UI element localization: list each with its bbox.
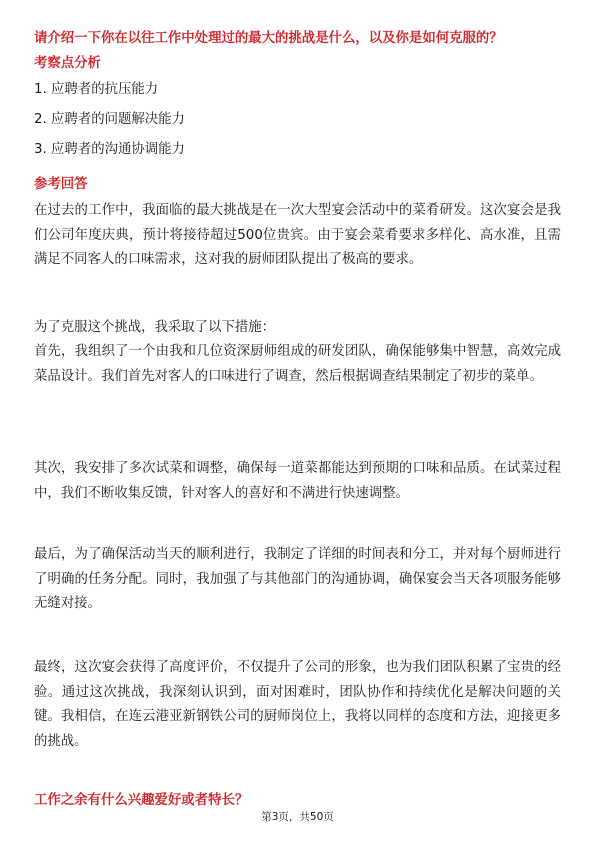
analysis-heading: 考察点分析 — [34, 56, 101, 71]
answer-heading: 参考回答 — [34, 177, 88, 192]
answer-paragraph: 为了克服这个挑战，我采取了以下措施： — [34, 320, 276, 335]
answer-paragraph: 最终，这次宴会获得了高度评价，不仅提升了公司的形象，也为我们团队积累了宝贵的经验。通过这次挑战，我深刻认识到，面对困难时，团队协作和持续优化是解决问题的关键。我相信，在连云港亚新钢铁公司的厨师岗位上，我将以同样的态度和方法，迎接更多的挑战。 — [34, 660, 561, 749]
page-number-footer: 第3页，共50页 — [261, 811, 334, 823]
analysis-point: 3. 应聘者的沟通协调能力 — [34, 142, 185, 157]
answer-paragraph: 最后，为了确保活动当天的顺利进行，我制定了详细的时间表和分工，并对每个厨师进行了明确的任务分配。同时，我加强了与其他部门的沟通协调，确保宴会当天各项服务能够无缝对接。 — [34, 547, 561, 611]
analysis-point: 1. 应聘者的抗压能力 — [34, 82, 159, 97]
answer-paragraph: 其次，我安排了多次试菜和调整，确保每一道菜都能达到预期的口味和品质。在试菜过程中，我们不断收集反馈，针对客人的喜好和不满进行快速调整。 — [34, 461, 561, 501]
interview-question: 请介绍一下你在以往工作中处理过的最大的挑战是什么，以及你是如何克服的？ — [34, 31, 503, 46]
next-interview-question: 工作之余有什么兴趣爱好或者特长？ — [34, 793, 249, 808]
analysis-point: 2. 应聘者的问题解决能力 — [34, 112, 185, 127]
answer-paragraph: 首先，我组织了一个由我和几位资深厨师组成的研发团队，确保能够集中智慧，高效完成菜品设计。我们首先对客人的口味进行了调查，然后根据调查结果制定了初步的菜单。 — [34, 344, 561, 384]
answer-paragraph: 在过去的工作中，我面临的最大挑战是在一次大型宴会活动中的菜肴研发。这次宴会是我们公司年度庆典，预计将接待超过500位贵宾。由于宴会菜肴要求多样化、高水准，且需满足不同客人的口味需求，这对我的厨师团队提出了极高的要求。 — [34, 203, 561, 267]
